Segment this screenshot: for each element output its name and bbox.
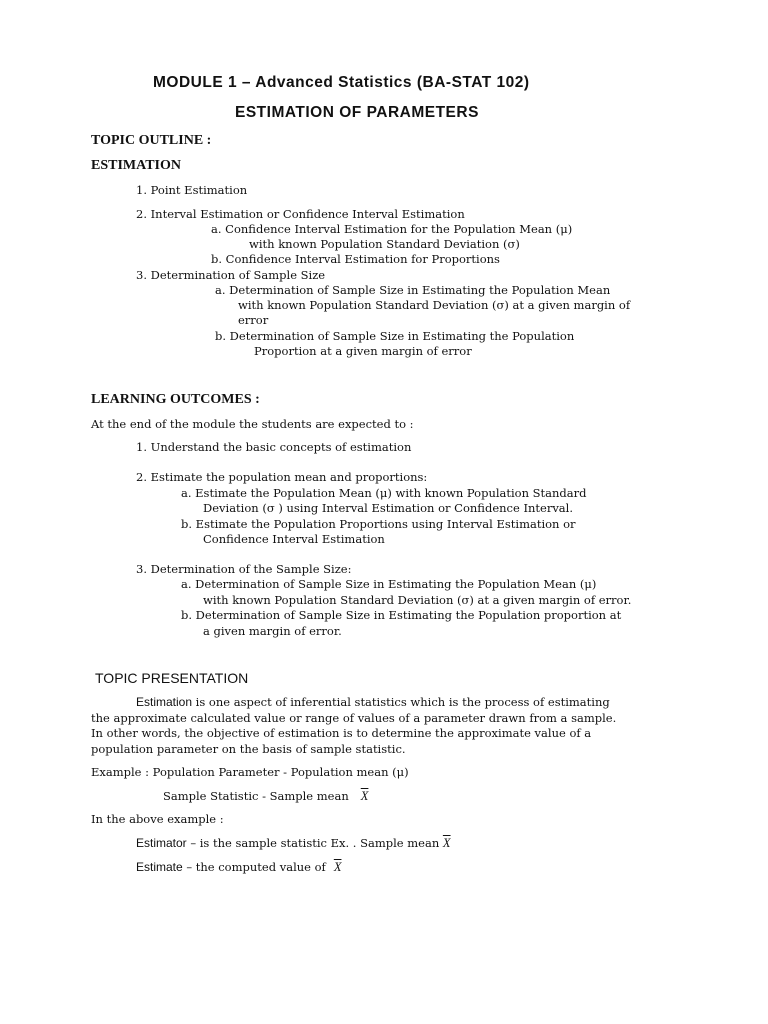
presentation-paragraph-line: population parameter on the basis of sample statistic.	[91, 742, 406, 756]
estimation-term: Estimation	[136, 695, 193, 709]
x-bar-symbol: $\overline{X}$	[442, 836, 451, 850]
presentation-paragraph-line: In other words, the objective of estimation is to determine the approximate value of a	[91, 726, 592, 740]
outcome-item: Deviation (σ ) using Interval Estimation or Confidence Interval.	[203, 501, 573, 515]
example-line: Example : Population Parameter - Population mean (μ)	[91, 765, 409, 779]
x-bar-symbol: $\overline{X}$	[360, 789, 369, 803]
estimator-definition: Estimator – is the sample statistic Ex. . Sample mean $\overline{X}$	[136, 836, 451, 850]
outcome-item: a. Estimate the Population Mean (μ) with known Population Standard	[181, 486, 587, 500]
outline-item: b. Confidence Interval Estimation for Proportions	[211, 252, 500, 266]
estimator-term: Estimator	[136, 836, 187, 850]
presentation-paragraph-line: Estimation is one aspect of inferential statistics which is the process of estimating	[136, 695, 610, 709]
x-bar-symbol: $\overline{X}$	[333, 860, 342, 874]
example-line: Sample Statistic - Sample mean $\overline{X}$	[163, 789, 369, 803]
outline-item: with known Population Standard Deviation (σ) at a given margin of	[238, 298, 631, 312]
outline-item: 2. Interval Estimation or Confidence Interval Estimation	[136, 207, 465, 221]
estimation-subheading: ESTIMATION	[91, 158, 181, 173]
outcome-item: Confidence Interval Estimation	[203, 532, 385, 546]
outline-item: error	[238, 313, 269, 327]
outcome-item: a given margin of error.	[203, 624, 342, 638]
module-title: MODULE 1 – Advanced Statistics (BA-STAT 102)	[153, 74, 530, 91]
outcome-item: 3. Determination of the Sample Size:	[136, 562, 352, 576]
outline-item: 3. Determination of Sample Size	[136, 268, 326, 282]
in-above-example-label: In the above example :	[91, 812, 224, 826]
outline-item: a. Determination of Sample Size in Estimating the Population Mean	[215, 283, 611, 297]
outline-item: a. Confidence Interval Estimation for the Population Mean (μ)	[211, 222, 573, 236]
outcome-item: b. Determination of Sample Size in Estimating the Population proportion at	[181, 608, 622, 622]
outcome-item: with known Population Standard Deviation (σ) at a given margin of error.	[203, 593, 632, 607]
outline-item: Proportion at a given margin of error	[254, 344, 472, 358]
estimate-definition: Estimate – the computed value of $\overline{X}$	[136, 860, 342, 874]
document-subtitle: ESTIMATION OF PARAMETERS	[235, 104, 479, 121]
outline-item: with known Population Standard Deviation (σ)	[249, 237, 520, 251]
outline-item: 1. Point Estimation	[136, 183, 248, 197]
learning-outcomes-intro: At the end of the module the students are expected to :	[91, 417, 414, 431]
presentation-paragraph-line: the approximate calculated value or range of values of a parameter drawn from a sample.	[91, 711, 617, 725]
learning-outcomes-heading: LEARNING OUTCOMES :	[91, 392, 260, 407]
outline-item: b. Determination of Sample Size in Estimating the Population	[215, 329, 575, 343]
outcome-item: b. Estimate the Population Proportions using Interval Estimation or	[181, 517, 576, 531]
estimate-term: Estimate	[136, 860, 183, 874]
topic-outline-heading: TOPIC OUTLINE :	[91, 133, 212, 148]
topic-presentation-heading: TOPIC PRESENTATION	[95, 670, 249, 686]
outcome-item: 2. Estimate the population mean and proportions:	[136, 470, 428, 484]
outcome-item: 1. Understand the basic concepts of estimation	[136, 440, 412, 454]
outcome-item: a. Determination of Sample Size in Estimating the Population Mean (μ)	[181, 577, 597, 591]
